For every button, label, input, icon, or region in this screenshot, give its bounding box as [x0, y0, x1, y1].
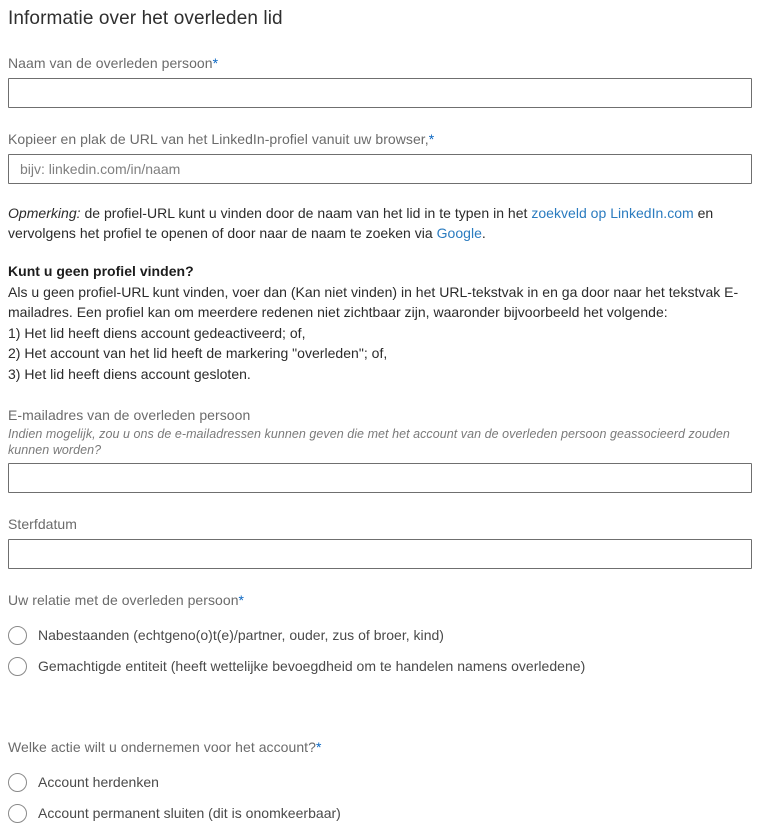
date-of-death-input[interactable]	[8, 539, 752, 569]
deceased-name-input[interactable]	[8, 78, 752, 108]
field-relation	[8, 591, 764, 682]
field-profile-url	[8, 130, 764, 184]
deceased-name-label	[8, 54, 764, 73]
field-deceased-email	[8, 406, 764, 493]
radio-button-icon[interactable]	[8, 657, 27, 676]
profile-url-note	[8, 203, 756, 243]
radio-button-icon[interactable]	[8, 773, 27, 792]
deceased-name-label-text: Naam van de overleden persoon	[8, 55, 213, 71]
required-asterisk: *	[315, 739, 322, 755]
relation-label-text: Uw relatie met de overleden persoon	[8, 592, 239, 608]
account-action-option-memorialize[interactable]	[8, 767, 764, 798]
relation-option-authorized-entity[interactable]	[8, 651, 764, 682]
relation-radio-group	[8, 620, 764, 682]
required-asterisk: *	[212, 55, 219, 71]
radio-button-icon[interactable]	[8, 804, 27, 823]
help-reason-3: 3) Het lid heeft diens account gesloten.	[8, 365, 251, 382]
note-text-3: .	[481, 225, 486, 241]
account-action-option-label: Account permanent sluiten (dit is onomkeerbaar)	[38, 805, 341, 821]
profile-url-label-text: Kopieer en plak de URL van het LinkedIn-profiel vanuit uw browser,	[8, 131, 429, 147]
help-reason-2: 2) Het account van het lid heeft de markering "overleden"; of,	[8, 345, 388, 361]
note-text-1: de profiel-URL kunt u vinden door de naam van het lid in te typen in het	[80, 205, 532, 221]
date-of-death-label: Sterfdatum	[8, 516, 77, 532]
profile-url-label	[8, 130, 764, 149]
account-action-option-close[interactable]	[8, 798, 764, 829]
field-date-of-death	[8, 515, 764, 569]
google-search-link[interactable]: Google	[436, 225, 482, 241]
page-title: Informatie over het overleden lid	[8, 8, 283, 29]
relation-option-label: Nabestaanden (echtgeno(o)t(e)/partner, ouder, zus of broer, kind)	[38, 627, 444, 643]
required-asterisk: *	[238, 592, 245, 608]
help-reason-1: 1) Het lid heeft diens account gedeactiveerd; of,	[8, 324, 306, 341]
deceased-email-input[interactable]	[8, 463, 752, 493]
help-paragraph: Als u geen profiel-URL kunt vinden, voer dan (Kan niet vinden) in het URL-tekstvak in en ga door naar het tekstvak E-mailadres. Een profiel kan om meerdere redenen niet zichtbaar zijn, waaronder bijvoorbeeld het volgende:	[8, 283, 739, 320]
account-action-label	[8, 738, 764, 757]
required-asterisk: *	[428, 131, 435, 147]
deceased-email-sublabel: Indien mogelijk, zou u ons de e-mailadressen kunnen geven die met het account van de overleden persoon geassocieerd zouden kunnen worden?	[8, 427, 730, 457]
account-action-option-label: Account herdenken	[38, 774, 159, 790]
relation-option-label: Gemachtigde entiteit (heeft wettelijke bevoegdheid om te handelen namens overledene)	[38, 658, 586, 674]
account-action-label-text: Welke actie wilt u ondernemen voor het account?	[8, 739, 316, 755]
profile-url-input[interactable]	[8, 154, 752, 184]
field-deceased-name	[8, 54, 764, 108]
linkedin-search-link[interactable]: zoekveld op LinkedIn.com	[531, 205, 694, 221]
radio-button-icon[interactable]	[8, 626, 27, 645]
relation-label	[8, 591, 764, 610]
note-text-2: en vervolgens het profiel te openen of door naar de naam te zoeken via	[8, 205, 714, 241]
section-spacer	[8, 682, 764, 716]
cannot-find-profile-help	[8, 261, 760, 384]
field-account-action	[8, 738, 764, 829]
note-emphasis: Opmerking:	[8, 205, 81, 221]
deceased-email-label: E-mailadres van de overleden persoon	[8, 407, 251, 423]
help-title: Kunt u geen profiel vinden?	[8, 263, 194, 279]
account-action-radio-group	[8, 767, 764, 829]
relation-option-next-of-kin[interactable]	[8, 620, 764, 651]
